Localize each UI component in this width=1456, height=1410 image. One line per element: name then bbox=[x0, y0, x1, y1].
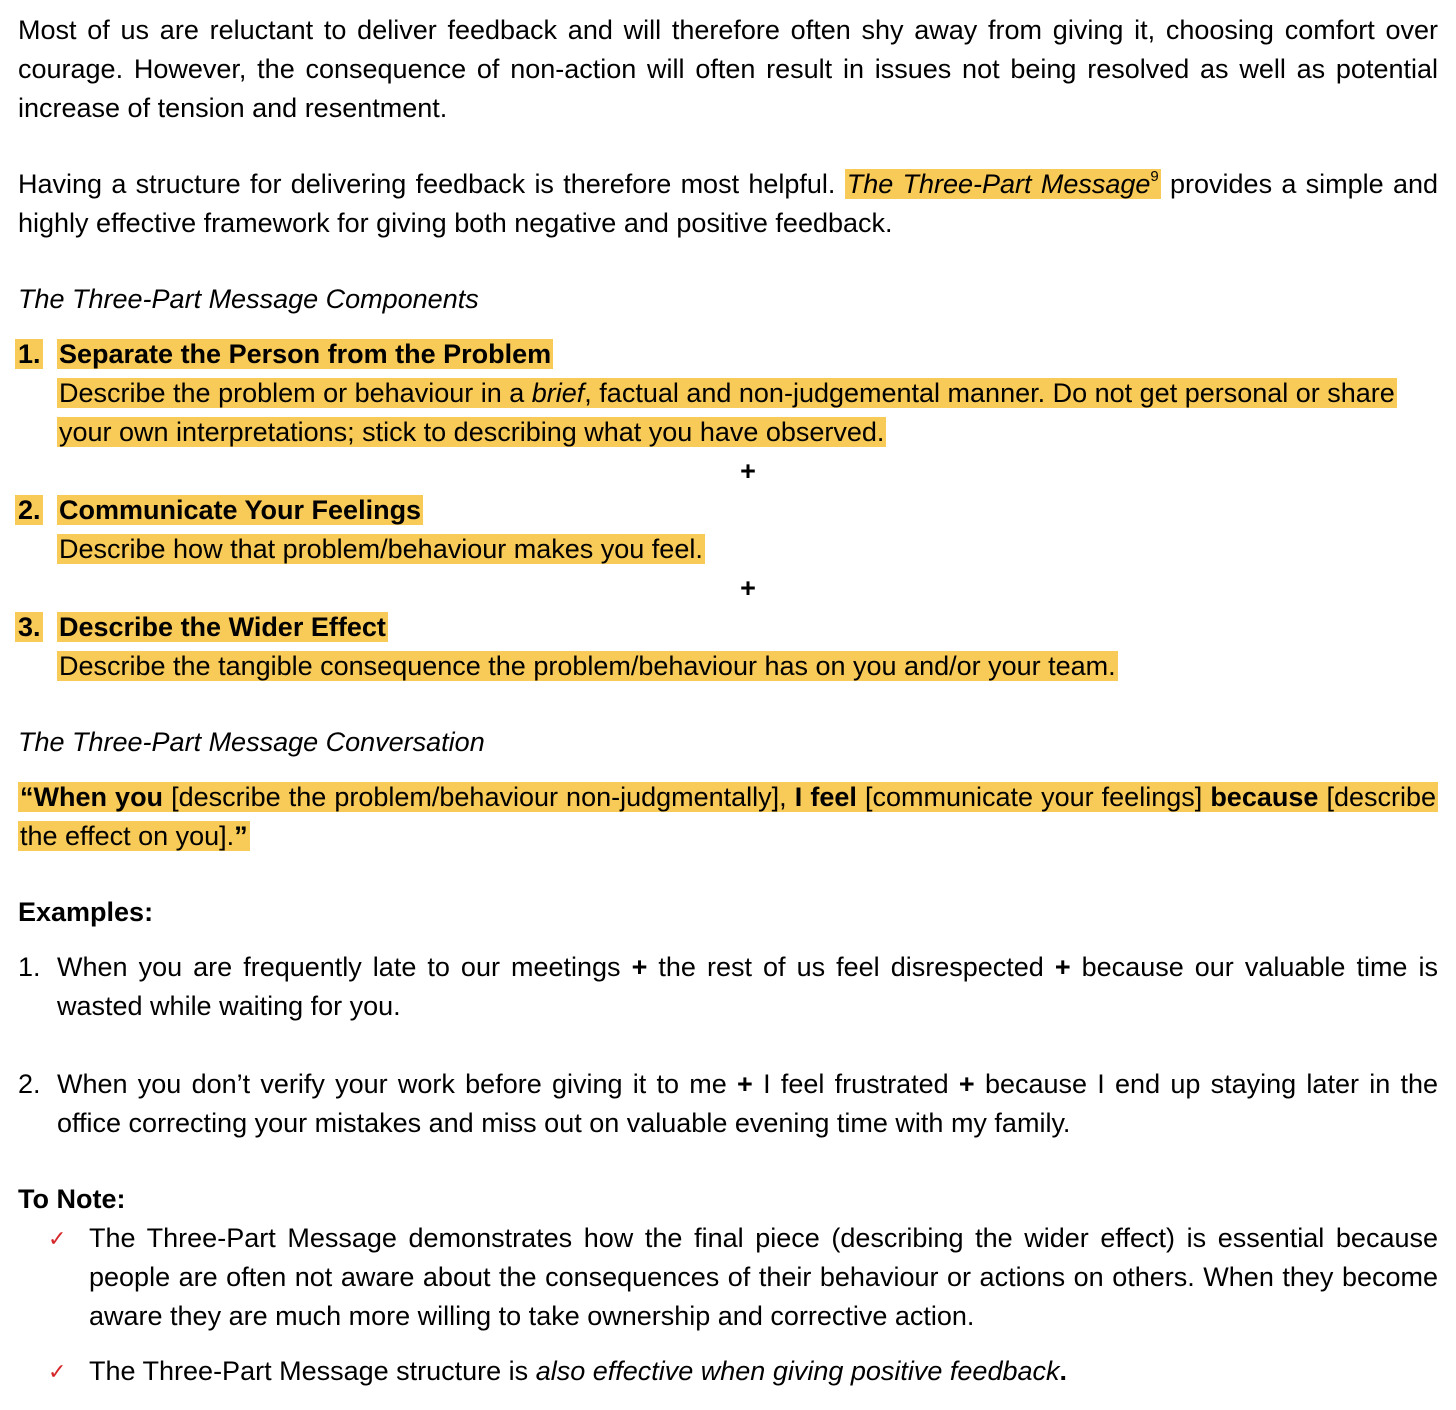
checkmark-icon: ✓ bbox=[48, 1359, 67, 1384]
document-page bbox=[18, 11, 1438, 1391]
plus-separator-1: + bbox=[740, 456, 756, 486]
conversation-template: “When you [describe the problem/behaviour non-judgmentally], I feel [communicate your feelings] because [describe the effect on you].” bbox=[20, 782, 1437, 851]
components-heading: The Three-Part Message Components bbox=[18, 284, 479, 314]
plus-separator-2: + bbox=[740, 573, 756, 603]
to-note-heading: To Note: bbox=[18, 1184, 126, 1214]
examples-heading: Examples: bbox=[18, 897, 154, 927]
checkmark-icon: ✓ bbox=[48, 1226, 67, 1251]
step-1-title: Separate the Person from the Problem bbox=[59, 339, 552, 369]
component-step-3: 3. Describe the Wider Effect Describe the tangible consequence the problem/behaviour has on you and/or your team. bbox=[18, 608, 1438, 686]
intro-paragraph-1: Most of us are reluctant to deliver feedback and will therefore often shy away from giving it, choosing comfort over courage. However, the consequence of non-action will often result in issues not being resolved as well as potential increase of tension and resentment. bbox=[18, 15, 1438, 123]
component-step-1: 1. Separate the Person from the Problem Describe the problem or behaviour in a brief, factual and non-judgemental manner. Do not get personal or share your own interpretations; stick to describing what you have observed. bbox=[18, 335, 1438, 452]
step-1-description: Describe the problem or behaviour in a brief, factual and non-judgemental manner. Do not get personal or share your own interpretations; stick to describing what you have observed. bbox=[59, 378, 1395, 447]
component-step-2: 2. Communicate Your Feelings Describe how that problem/behaviour makes you feel. bbox=[18, 491, 1438, 569]
conversation-heading: The Three-Part Message Conversation bbox=[18, 727, 485, 757]
example-1: 1. When you are frequently late to our meetings + the rest of us feel disrespected + because our valuable time is wasted while waiting for you. bbox=[18, 952, 1438, 1021]
step-3-title: Describe the Wider Effect bbox=[59, 612, 386, 642]
note-item-2: ✓ The Three-Part Message structure is also effective when giving positive feedback. bbox=[48, 1352, 1438, 1391]
step-2-description: Describe how that problem/behaviour makes you feel. bbox=[59, 534, 703, 564]
note-item-1: ✓ The Three-Part Message demonstrates how the final piece (describing the wider effect) is essential because people are often not aware about the consequences of their behaviour or actions on others. When they become aware they are much more willing to take ownership and corrective action. bbox=[48, 1219, 1438, 1336]
footnote-marker: 9 bbox=[1150, 168, 1159, 185]
example-2: 2. When you don’t verify your work before giving it to me + I feel frustrated + because I end up staying later in the office correcting your mistakes and miss out on valuable evening time with my family. bbox=[18, 1069, 1438, 1138]
step-3-description: Describe the tangible consequence the problem/behaviour has on you and/or your team. bbox=[59, 651, 1116, 681]
intro-paragraph-2: Having a structure for delivering feedback is therefore most helpful. The Three-Part Message$^9$ provides a simple and highly effective framework for giving both negative and positive feedback. bbox=[18, 168, 1438, 238]
three-part-message-highlight: The Three-Part Message$^9$ bbox=[846, 168, 1159, 199]
step-2-title: Communicate Your Feelings bbox=[59, 495, 422, 525]
